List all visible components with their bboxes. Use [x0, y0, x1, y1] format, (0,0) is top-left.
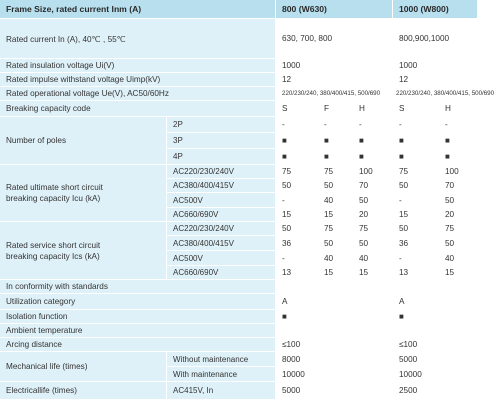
row-label-isolation: Isolation function [0, 310, 276, 324]
table-row [0, 294, 478, 310]
table-row [0, 73, 478, 87]
table-row [0, 382, 478, 400]
table-row [0, 208, 478, 222]
row-label-arcing: Arcing distance [0, 338, 276, 352]
sub-label: Without maintenance [167, 352, 276, 367]
table-cell: 50 [276, 179, 318, 193]
table-row [0, 367, 478, 382]
table-row [0, 59, 478, 73]
table-cell: 13 [276, 266, 318, 280]
row-label-insulation: Rated insulation voltage Ui(V) [0, 59, 276, 73]
table-cell: 50 [276, 222, 318, 236]
table-row [0, 266, 478, 280]
sub-label: AC220/230/240V [167, 222, 276, 236]
table-cell: 75 [318, 222, 353, 236]
code-cell: S [393, 101, 439, 117]
value-1000: 800,900,1000 [393, 19, 478, 59]
table-cell: - [276, 117, 318, 133]
table-row [0, 338, 478, 352]
table-row [0, 101, 478, 117]
table-cell: - [393, 193, 439, 208]
table-cell: - [276, 251, 318, 266]
sub-label: 2P [167, 117, 276, 133]
table-cell: ■ [439, 149, 478, 165]
table-cell: ■ [393, 133, 439, 149]
value-1000: 12 [393, 73, 478, 87]
sub-label: AC660/690V [167, 208, 276, 222]
table-cell: ■ [276, 133, 318, 149]
table-cell: 15 [276, 208, 318, 222]
row-label-line: breaking capacity Ics (kA) [6, 251, 100, 261]
row-label-conformity: In conformity with standards [0, 280, 276, 294]
table-cell: 40 [318, 193, 353, 208]
table-cell: 75 [353, 222, 393, 236]
value-1000: ≤100 [393, 338, 478, 352]
table-row [0, 193, 478, 208]
table-cell: ■ [318, 133, 353, 149]
value-1000: A [393, 294, 478, 310]
table-cell: 70 [439, 179, 478, 193]
table-cell: 15 [353, 266, 393, 280]
table-row [0, 222, 478, 236]
code-cell: F [318, 101, 353, 117]
table-cell: 40 [439, 251, 478, 266]
table-cell: 75 [318, 165, 353, 179]
sub-label: 4P [167, 149, 276, 165]
value-800: 10000 [276, 367, 393, 382]
table-row [0, 310, 478, 324]
row-label-ambient: Ambient temperature [0, 324, 276, 338]
table-cell: - [393, 117, 439, 133]
value-800: ≤100 [276, 338, 393, 352]
value-800: A [276, 294, 393, 310]
row-label-utilization: Utilization category [0, 294, 276, 310]
value-1000: 1000 [393, 59, 478, 73]
table-cell: 50 [439, 236, 478, 251]
value-800 [276, 280, 393, 294]
sub-label: AC415V, In [167, 382, 276, 400]
code-cell: H [353, 101, 393, 117]
sub-label: AC380/400/415V [167, 179, 276, 193]
value-1000 [393, 324, 478, 338]
value-1000: 5000 [393, 352, 478, 367]
row-label-mechanical-life: Mechanical life (times) [0, 352, 167, 382]
value-800: 1000 [276, 59, 393, 73]
sub-label: 3P [167, 133, 276, 149]
table-row [0, 352, 478, 367]
row-label-rated-current: Rated current In (A), 40℃ , 55℃ [0, 19, 276, 59]
table-cell: 15 [439, 266, 478, 280]
sub-label: AC660/690V [167, 266, 276, 280]
table-header-row [0, 0, 478, 19]
value-800: 630, 700, 800 [276, 19, 393, 59]
sub-label: AC500V [167, 251, 276, 266]
row-label-line: Rated ultimate short circuit [6, 183, 103, 192]
table-cell: 36 [276, 236, 318, 251]
table-cell: 20 [439, 208, 478, 222]
table-cell: 50 [393, 179, 439, 193]
row-label-operational: Rated operational voltage Ue(V), AC50/60Hz [0, 87, 276, 101]
table-row [0, 179, 478, 193]
value-1000: 10000 [393, 367, 478, 382]
value-800 [276, 324, 393, 338]
table-cell: ■ [318, 149, 353, 165]
value-1000 [393, 280, 478, 294]
table-cell: 15 [318, 208, 353, 222]
row-label-line: breaking capacity Icu (kA) [6, 194, 101, 203]
value-800: 12 [276, 73, 393, 87]
value-800: 5000 [276, 382, 393, 400]
table-cell: 15 [318, 266, 353, 280]
table-cell: 40 [318, 251, 353, 266]
value-800: ■ [276, 310, 393, 324]
table-row [0, 251, 478, 266]
table-row [0, 117, 478, 133]
table-cell: 100 [439, 165, 478, 179]
row-label-poles: Number of poles [0, 117, 167, 165]
table-cell: 100 [353, 165, 393, 179]
table-cell: 50 [318, 236, 353, 251]
table-cell: 50 [393, 222, 439, 236]
row-label-impulse: Rated impulse withstand voltage Uimp(kV) [0, 73, 276, 87]
table-cell: ■ [353, 133, 393, 149]
table-cell: 50 [353, 236, 393, 251]
table-row [0, 236, 478, 251]
value-1000: ■ [393, 310, 478, 324]
row-label-breaking-code: Breaking capacity code [0, 101, 276, 117]
table-cell: - [439, 117, 478, 133]
header-col-800: 800 (W630) [276, 0, 393, 19]
value-1000: 2500 [393, 382, 478, 400]
table-cell: 75 [439, 222, 478, 236]
sub-label: AC380/400/415V [167, 236, 276, 251]
table-cell: 15 [393, 208, 439, 222]
table-cell: ■ [276, 149, 318, 165]
sub-label: AC500V [167, 193, 276, 208]
table-row [0, 165, 478, 179]
code-cell: H [439, 101, 478, 117]
table-cell: ■ [353, 149, 393, 165]
value-1000: 220/230/240, 380/400/415, 500/690 [393, 87, 478, 101]
table-cell: - [393, 251, 439, 266]
table-row [0, 149, 478, 165]
row-label-electrical-life: Electricallife (times) [0, 382, 167, 400]
table-cell: - [276, 193, 318, 208]
table-row [0, 87, 494, 101]
table-cell: ■ [439, 133, 478, 149]
table-cell: 13 [393, 266, 439, 280]
table-cell: ■ [393, 149, 439, 165]
table-row [0, 133, 478, 149]
table-cell: 20 [353, 208, 393, 222]
table-cell: 50 [353, 193, 393, 208]
row-label-line: Rated service short circuit [6, 240, 101, 250]
table-cell: 75 [276, 165, 318, 179]
header-frame-label: Frame Size, rated current Inm (A) [0, 0, 276, 19]
table-cell: 50 [439, 193, 478, 208]
code-cell: S [276, 101, 318, 117]
value-800: 8000 [276, 352, 393, 367]
table-cell: - [353, 117, 393, 133]
table-row [0, 324, 478, 338]
sub-label: AC220/230/240V [167, 165, 276, 179]
header-col-1000: 1000 (W800) [393, 0, 478, 19]
table-cell: 75 [393, 165, 439, 179]
table-cell: 36 [393, 236, 439, 251]
table-cell: 40 [353, 251, 393, 266]
value-800: 220/230/240, 380/400/415, 500/690 [276, 87, 393, 101]
table-row [0, 19, 478, 59]
table-cell: - [318, 117, 353, 133]
sub-label: With maintenance [167, 367, 276, 382]
table-cell: 50 [318, 179, 353, 193]
table-cell: 70 [353, 179, 393, 193]
table-row [0, 280, 478, 294]
